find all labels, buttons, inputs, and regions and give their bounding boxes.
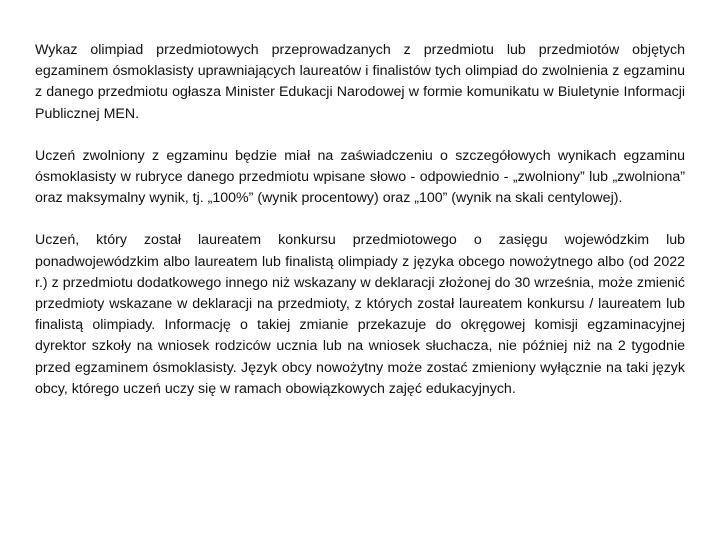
document-page	[35, 40, 685, 421]
paragraph-subject-change: Uczeń, który został laureatem konkursu przedmiotowego o zasięgu wojewódzkim lub ponadwojewódzkim albo laureatem lub finalistą olimpiady z języka obcego nowożytnego albo (od 2022 r.) z przedmiotu dodatkowego innego niż wskazany w deklaracji złożonej do 30 września, może zmienić przedmioty wskazane w deklaracji na przedmioty, z których został laureatem konkursu / laureatem lub finalistą olimpiady. Informację o takiej zmianie przekazuje do okręgowej komisji egzaminacyjnej dyrektor szkoły na wniosek rodziców ucznia lub na wniosek słuchacza, nie później niż na 2 tygodnie przed egzaminem ósmoklasisty. Język obcy nowożytny może zostać zmieniony wyłącznie na taki język obcy, którego uczeń uczy się w ramach obowiązkowych zajęć edukacyjnych.	[35, 232, 685, 397]
paragraph-olympiad-list: Wykaz olimpiad przedmiotowych przeprowadzanych z przedmiotu lub przedmiotów objętych egzaminem ósmoklasisty uprawniających laureatów i finalistów tych olimpiad do zwolnienia z egzaminu z danego przedmiotu ogłasza Minister Edukacji Narodowej w formie komunikatu w Biuletynie Informacji Publicznej MEN.	[35, 42, 685, 122]
paragraph-exemption-certificate: Uczeń zwolniony z egzaminu będzie miał na zaświadczeniu o szczegółowych wynikach egzaminu ósmoklasisty w rubryce danego przedmiotu wpisane słowo - odpowiednio - „zwolniony” lub „zwolniona” oraz maksymalny wynik, tj. „100%” (wynik procentowy) oraz „100” (wynik na skali centylowej).	[35, 147, 685, 207]
